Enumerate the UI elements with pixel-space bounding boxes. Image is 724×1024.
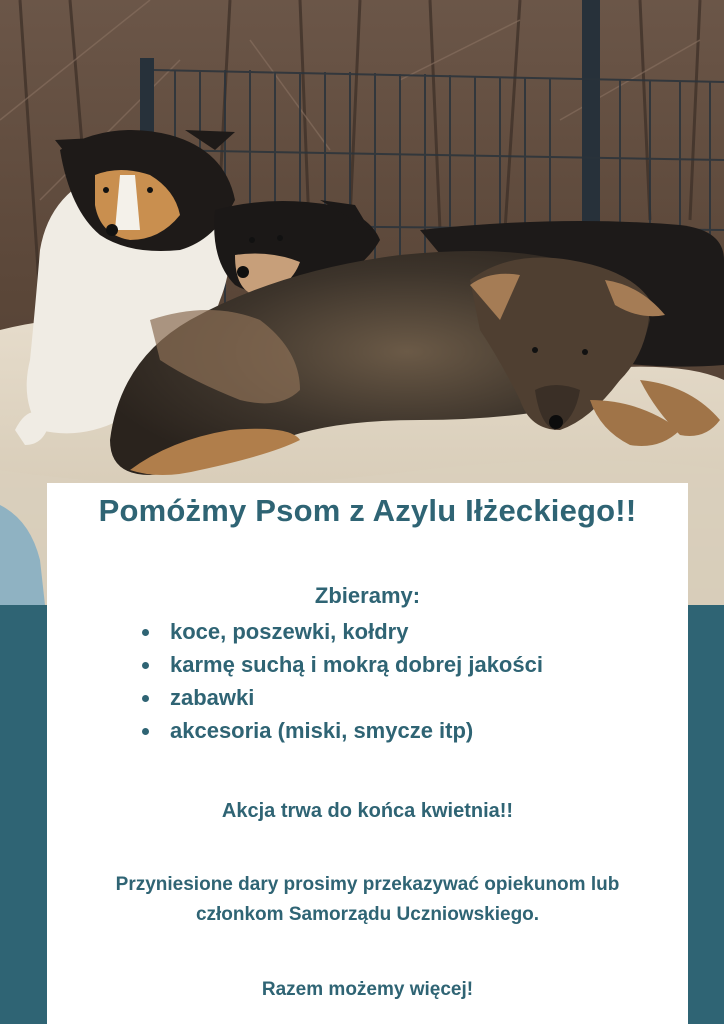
collect-list — [137, 615, 543, 747]
list-item: zabawki — [137, 681, 543, 714]
instructions-line: członkom Samorządu Uczniowskiego. — [195, 904, 540, 925]
list-item: karmę suchą i mokrą dobrej jakości — [137, 648, 543, 681]
right-band — [688, 605, 724, 1024]
instructions-text — [47, 870, 688, 930]
instructions-line: Przyniesione dary prosimy przekazywać opiekunom lub — [115, 874, 620, 895]
list-item: koce, poszewki, kołdry — [137, 615, 543, 648]
list-item: akcesoria (miski, smycze itp) — [137, 714, 543, 747]
collect-title: Zbieramy: — [314, 583, 421, 608]
left-band — [0, 605, 47, 1024]
poster-headline: Pomóżmy Psom z Azylu Iłżeckiego!! — [98, 493, 637, 528]
info-card — [47, 483, 688, 1024]
deadline-text: Akcja trwa do końca kwietnia!! — [221, 800, 514, 822]
slogan-text: Razem możemy więcej! — [261, 979, 474, 1000]
